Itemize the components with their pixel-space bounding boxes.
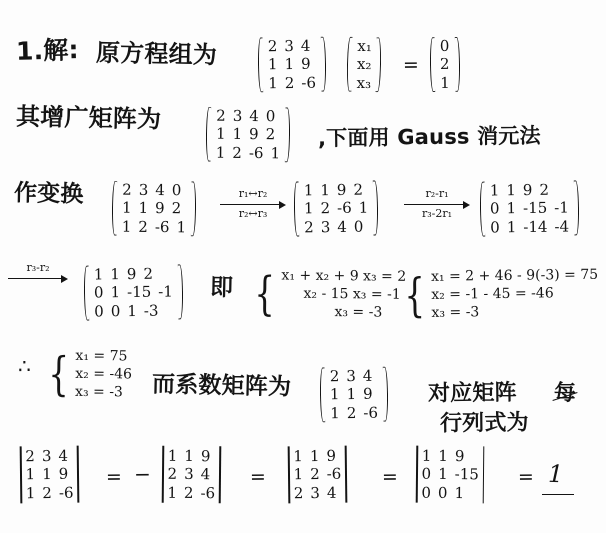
line1-text-a: 原方程组为 <box>95 38 218 70</box>
paren-left <box>256 36 266 93</box>
paren-left <box>344 36 354 93</box>
system-eq: x₂ - 15 x₃ = -1 <box>281 285 401 303</box>
det-bar-right <box>219 446 221 503</box>
arrow-shaft <box>220 200 286 208</box>
line2-text-b: ,下面用 Gauss 消元法 <box>317 123 541 151</box>
minus-sign: − <box>133 461 152 487</box>
line3-text-a: 作变换 <box>13 180 84 208</box>
system-eq: x₃ = -3 <box>431 304 480 321</box>
matrix-step1: 2 3 4 0 1 1 9 2 1 2 -6 1 <box>110 180 199 238</box>
brace-left: { <box>254 265 276 321</box>
equals-4: = <box>517 465 535 489</box>
det-bar-right <box>483 446 485 503</box>
system-backsub <box>400 267 599 321</box>
matrix-step4: 1 1 9 2 0 1 -15 -1 0 0 1 -3 <box>82 263 186 321</box>
equals-2: = <box>249 465 267 489</box>
solution-eq: x₁ = 75 <box>75 347 128 365</box>
paren-left <box>110 180 120 237</box>
paren-right <box>283 106 293 163</box>
equals-3: = <box>381 465 399 489</box>
row-op-arrow-2-bottom: r₃-2r₁ <box>421 207 453 221</box>
paren-right <box>572 179 582 236</box>
det-bar-left <box>162 446 164 503</box>
paren-left <box>292 180 302 237</box>
arrow-shaft <box>8 274 68 282</box>
row-op-arrow-2 <box>404 188 470 220</box>
det-bar-left <box>288 446 290 503</box>
determinant-4: 1 1 9 0 1 -15 0 0 1 <box>412 446 489 504</box>
paren-right <box>371 179 381 236</box>
system-reduced <box>250 267 407 321</box>
determinant-3: 1 1 9 1 2 -6 2 3 4 <box>284 446 352 504</box>
paren-left <box>204 106 214 163</box>
det-bar-left <box>416 446 418 503</box>
system-eq: x₂ = -1 - 45 = -46 <box>431 285 554 303</box>
row-op-arrow-3 <box>8 262 68 282</box>
line5-crossed-out: 每 <box>553 380 577 407</box>
solution-label: 1.解: <box>15 35 80 66</box>
row-op-arrow-1 <box>220 188 286 220</box>
det-bar-right <box>77 446 79 503</box>
paren-left <box>318 366 328 423</box>
paren-right <box>374 36 384 93</box>
paren-right <box>189 180 199 237</box>
coefficient-matrix: 2 3 4 1 1 9 1 2 -6 <box>318 366 390 424</box>
brace-left: { <box>48 346 70 401</box>
row-op-arrow-1-top: r₁↔r₂ <box>238 187 268 200</box>
equals-1: = <box>105 465 123 489</box>
det-bar-right <box>345 446 347 503</box>
row-op-arrow-3-top: r₃-r₂ <box>26 261 50 274</box>
vector-x: x₁ x₂ x₃ <box>344 36 384 94</box>
system-eq: x₁ = 2 + 46 - 9(-3) = 75 <box>430 266 599 285</box>
matrix-A: 2 3 4 1 1 9 1 2 -6 <box>256 36 328 94</box>
line5-text-a: 而系数矩阵为 <box>151 371 292 401</box>
paren-right <box>380 366 390 423</box>
solution-eq: x₃ = -3 <box>75 383 123 401</box>
solution-eq: x₂ = -46 <box>75 365 133 383</box>
vector-b: 0 2 1 <box>428 36 462 93</box>
equals-sign: = <box>402 53 420 77</box>
system-eq: x₁ + x₂ + 9 x₃ = 2 <box>281 267 407 285</box>
det-bar-left <box>20 446 22 503</box>
row-op-arrow-2-top: r₂-r₁ <box>425 187 449 200</box>
therefore-symbol: ∴ <box>17 353 32 379</box>
paren-right <box>452 36 462 93</box>
determinant-result: 1 <box>547 459 564 489</box>
line2-text-a: 其增广矩阵为 <box>15 102 162 134</box>
determinant-2: 1 1 9 2 3 4 1 2 -6 <box>158 446 225 504</box>
brace-left: { <box>404 267 426 322</box>
line4-text-a: 即 <box>209 274 234 302</box>
paren-left <box>82 265 92 322</box>
system-eq: x₃ = -3 <box>281 303 383 321</box>
result-underline <box>542 494 574 495</box>
paren-right <box>318 36 328 93</box>
augmented-matrix: 2 3 4 0 1 1 9 2 1 2 -6 1 <box>204 106 293 164</box>
line5-text-c: 行列式为 <box>439 410 529 437</box>
row-op-arrow-1-bottom: r₂↔r₃ <box>238 207 268 221</box>
paren-left <box>478 181 488 238</box>
system-solution <box>44 348 133 401</box>
matrix-step2: 1 1 9 2 1 2 -6 1 2 3 4 0 <box>292 179 381 237</box>
matrix-step3: 1 1 9 2 0 1 -15 -1 0 1 -14 -4 <box>478 179 582 237</box>
paren-left <box>428 36 438 93</box>
determinant-1: 2 3 4 1 1 9 1 2 -6 <box>16 446 84 504</box>
arrow-shaft <box>404 200 470 208</box>
line5-text-b: 对应矩阵 <box>427 380 517 407</box>
paren-right <box>176 263 186 320</box>
